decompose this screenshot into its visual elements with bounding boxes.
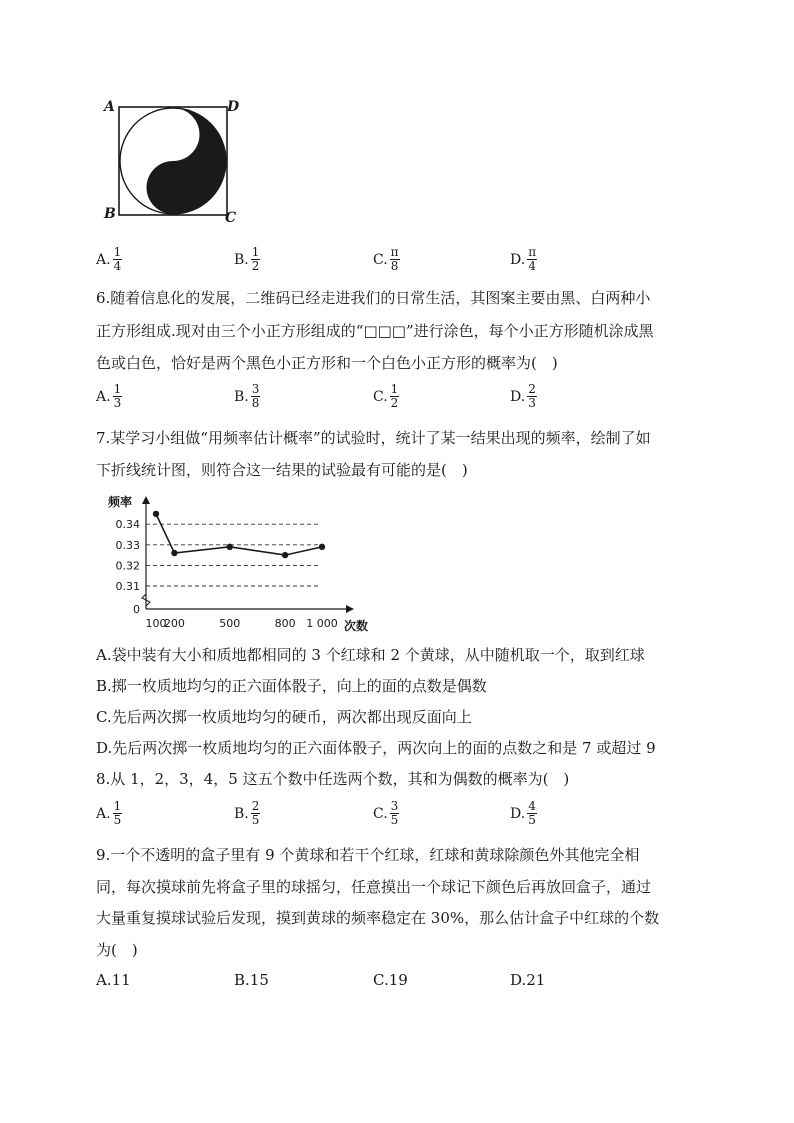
q6-stem-line-1: 6.随着信息化的发展，二维码已经走进我们的日常生活，其图案主要由黑、白两种小 — [96, 289, 651, 307]
q9-stem-line-4: 为( ) — [96, 941, 138, 959]
q9-option-d[interactable]: D.21 — [510, 971, 546, 989]
q9-option-c[interactable]: C.19 — [373, 971, 408, 989]
q5-option-a[interactable] — [96, 246, 122, 273]
option-letter: A. — [96, 805, 111, 822]
q6-option-b[interactable] — [234, 383, 260, 410]
fraction: $\frac{\pi}{8}$ — [390, 245, 399, 273]
q6-stem-line-3: 色或白色，恰好是两个黑色小正方形和一个白色小正方形的概率为( ) — [96, 354, 558, 372]
y-tick-label: 0.31 — [115, 580, 140, 593]
fraction: $\frac{3}{8}$ — [251, 382, 260, 410]
corner-label-b: B — [104, 206, 116, 222]
fraction: $\frac{1}{3}$ — [113, 382, 122, 410]
x-axis-arrow — [346, 605, 354, 613]
option-letter: D. — [510, 388, 526, 405]
option-letter: C. — [373, 388, 388, 405]
q7-stem-line-2: 下折线统计图，则符合这一结果的试验最有可能的是( ) — [96, 461, 468, 479]
q6-option-d[interactable] — [510, 383, 537, 410]
q9-stem-line-2: 同，每次摸球前先将盒子里的球摇匀，任意摸出一个球记下颜色后再放回盒子，通过 — [96, 878, 652, 896]
data-point — [153, 511, 159, 517]
q9-stem-line-3: 大量重复摸球试验后发现，摸到黄球的频率稳定在 30%，那么估计盒子中红球的个数 — [96, 909, 660, 927]
q7-option-b[interactable]: B.掷一枚质地均匀的正六面体骰子，向上的面的点数是偶数 — [96, 677, 487, 695]
q8-option-d[interactable] — [510, 800, 537, 827]
y-tick-label: 0.33 — [115, 538, 140, 552]
yinyang-figure — [100, 96, 250, 228]
q5-option-c[interactable] — [373, 246, 400, 273]
option-letter: A. — [96, 388, 111, 405]
corner-label-d: D — [227, 99, 240, 115]
fraction: $\frac{2}{5}$ — [251, 799, 260, 827]
q5-option-d[interactable] — [510, 246, 537, 273]
option-letter: C. — [373, 805, 388, 822]
x-tick-label: 500 — [219, 617, 241, 630]
fraction: $\frac{4}{5}$ — [528, 799, 536, 827]
option-letter: D. — [510, 805, 526, 822]
q7-option-c[interactable]: C.先后两次掷一枚质地均匀的硬币，两次都出现反面向上 — [96, 708, 472, 726]
y-axis-arrow — [142, 496, 150, 504]
yinyang-diagram — [118, 106, 228, 216]
q6-option-a[interactable] — [96, 383, 122, 410]
origin-label: 0 — [133, 603, 140, 616]
y-axis-title: 频率 — [108, 495, 133, 509]
fraction: $\frac{1}{2}$ — [390, 382, 399, 410]
fraction: $\frac{\pi}{4}$ — [528, 245, 537, 273]
q9-stem-line-1: 9.一个不透明的盒子里有 9 个黄球和若干个红球，红球和黄球除颜色外其他完全相 — [96, 846, 640, 864]
q9-option-a[interactable]: A.11 — [96, 971, 131, 989]
option-letter: B. — [234, 388, 249, 405]
y-tick-label: 0.32 — [115, 559, 140, 573]
frequency-line-chart — [104, 490, 384, 635]
x-tick-label: 100 — [145, 617, 167, 630]
y-tick-label: 0.34 — [115, 518, 140, 532]
x-tick-label: 800 — [274, 617, 296, 630]
x-axis-title: 次数 — [344, 619, 369, 633]
data-point — [227, 544, 233, 550]
data-point — [171, 550, 177, 556]
option-letter: A. — [96, 251, 111, 268]
corner-label-a: A — [104, 99, 115, 115]
q8-stem: 8.从 1，2，3，4，5 这五个数中任选两个数，其和为偶数的概率为( ) — [96, 770, 570, 788]
q9-option-b[interactable]: B.15 — [234, 971, 269, 989]
q5-option-b[interactable] — [234, 246, 260, 273]
q7-option-a[interactable]: A.袋中装有大小和质地都相同的 3 个红球和 2 个黄球，从中随机取一个，取到红球 — [96, 646, 645, 664]
q7-stem-line-1: 7.某学习小组做“用频率估计概率”的试验时，统计了某一结果出现的频率，绘制了如 — [96, 429, 651, 447]
q7-option-d[interactable]: D.先后两次掷一枚质地均匀的正六面体骰子，两次向上的面的点数之和是 7 或超过 9 — [96, 739, 656, 757]
data-point — [282, 552, 288, 558]
fraction: $\frac{3}{5}$ — [390, 799, 399, 827]
fraction: $\frac{1}{2}$ — [251, 245, 260, 273]
q6-option-c[interactable] — [373, 383, 399, 410]
fraction: $\frac{2}{3}$ — [528, 382, 536, 410]
fraction: $\frac{1}{5}$ — [113, 799, 122, 827]
q8-option-c[interactable] — [373, 800, 399, 827]
fraction: $\frac{1}{4}$ — [113, 245, 122, 273]
q8-option-b[interactable] — [234, 800, 260, 827]
corner-label-c: C — [225, 210, 237, 226]
option-letter: D. — [510, 251, 526, 268]
q6-stem-line-2: 正方形组成.现对由三个小正方形组成的“□□□”进行涂色，每个小正方形随机涂成黑 — [96, 322, 654, 340]
q8-option-a[interactable] — [96, 800, 122, 827]
x-tick-label: 200 — [163, 617, 185, 630]
option-letter: B. — [234, 805, 249, 822]
data-point — [319, 544, 325, 550]
option-letter: B. — [234, 251, 249, 268]
frequency-series-line — [156, 514, 322, 555]
x-tick-label: 1 000 — [306, 617, 338, 630]
option-letter: C. — [373, 251, 388, 268]
